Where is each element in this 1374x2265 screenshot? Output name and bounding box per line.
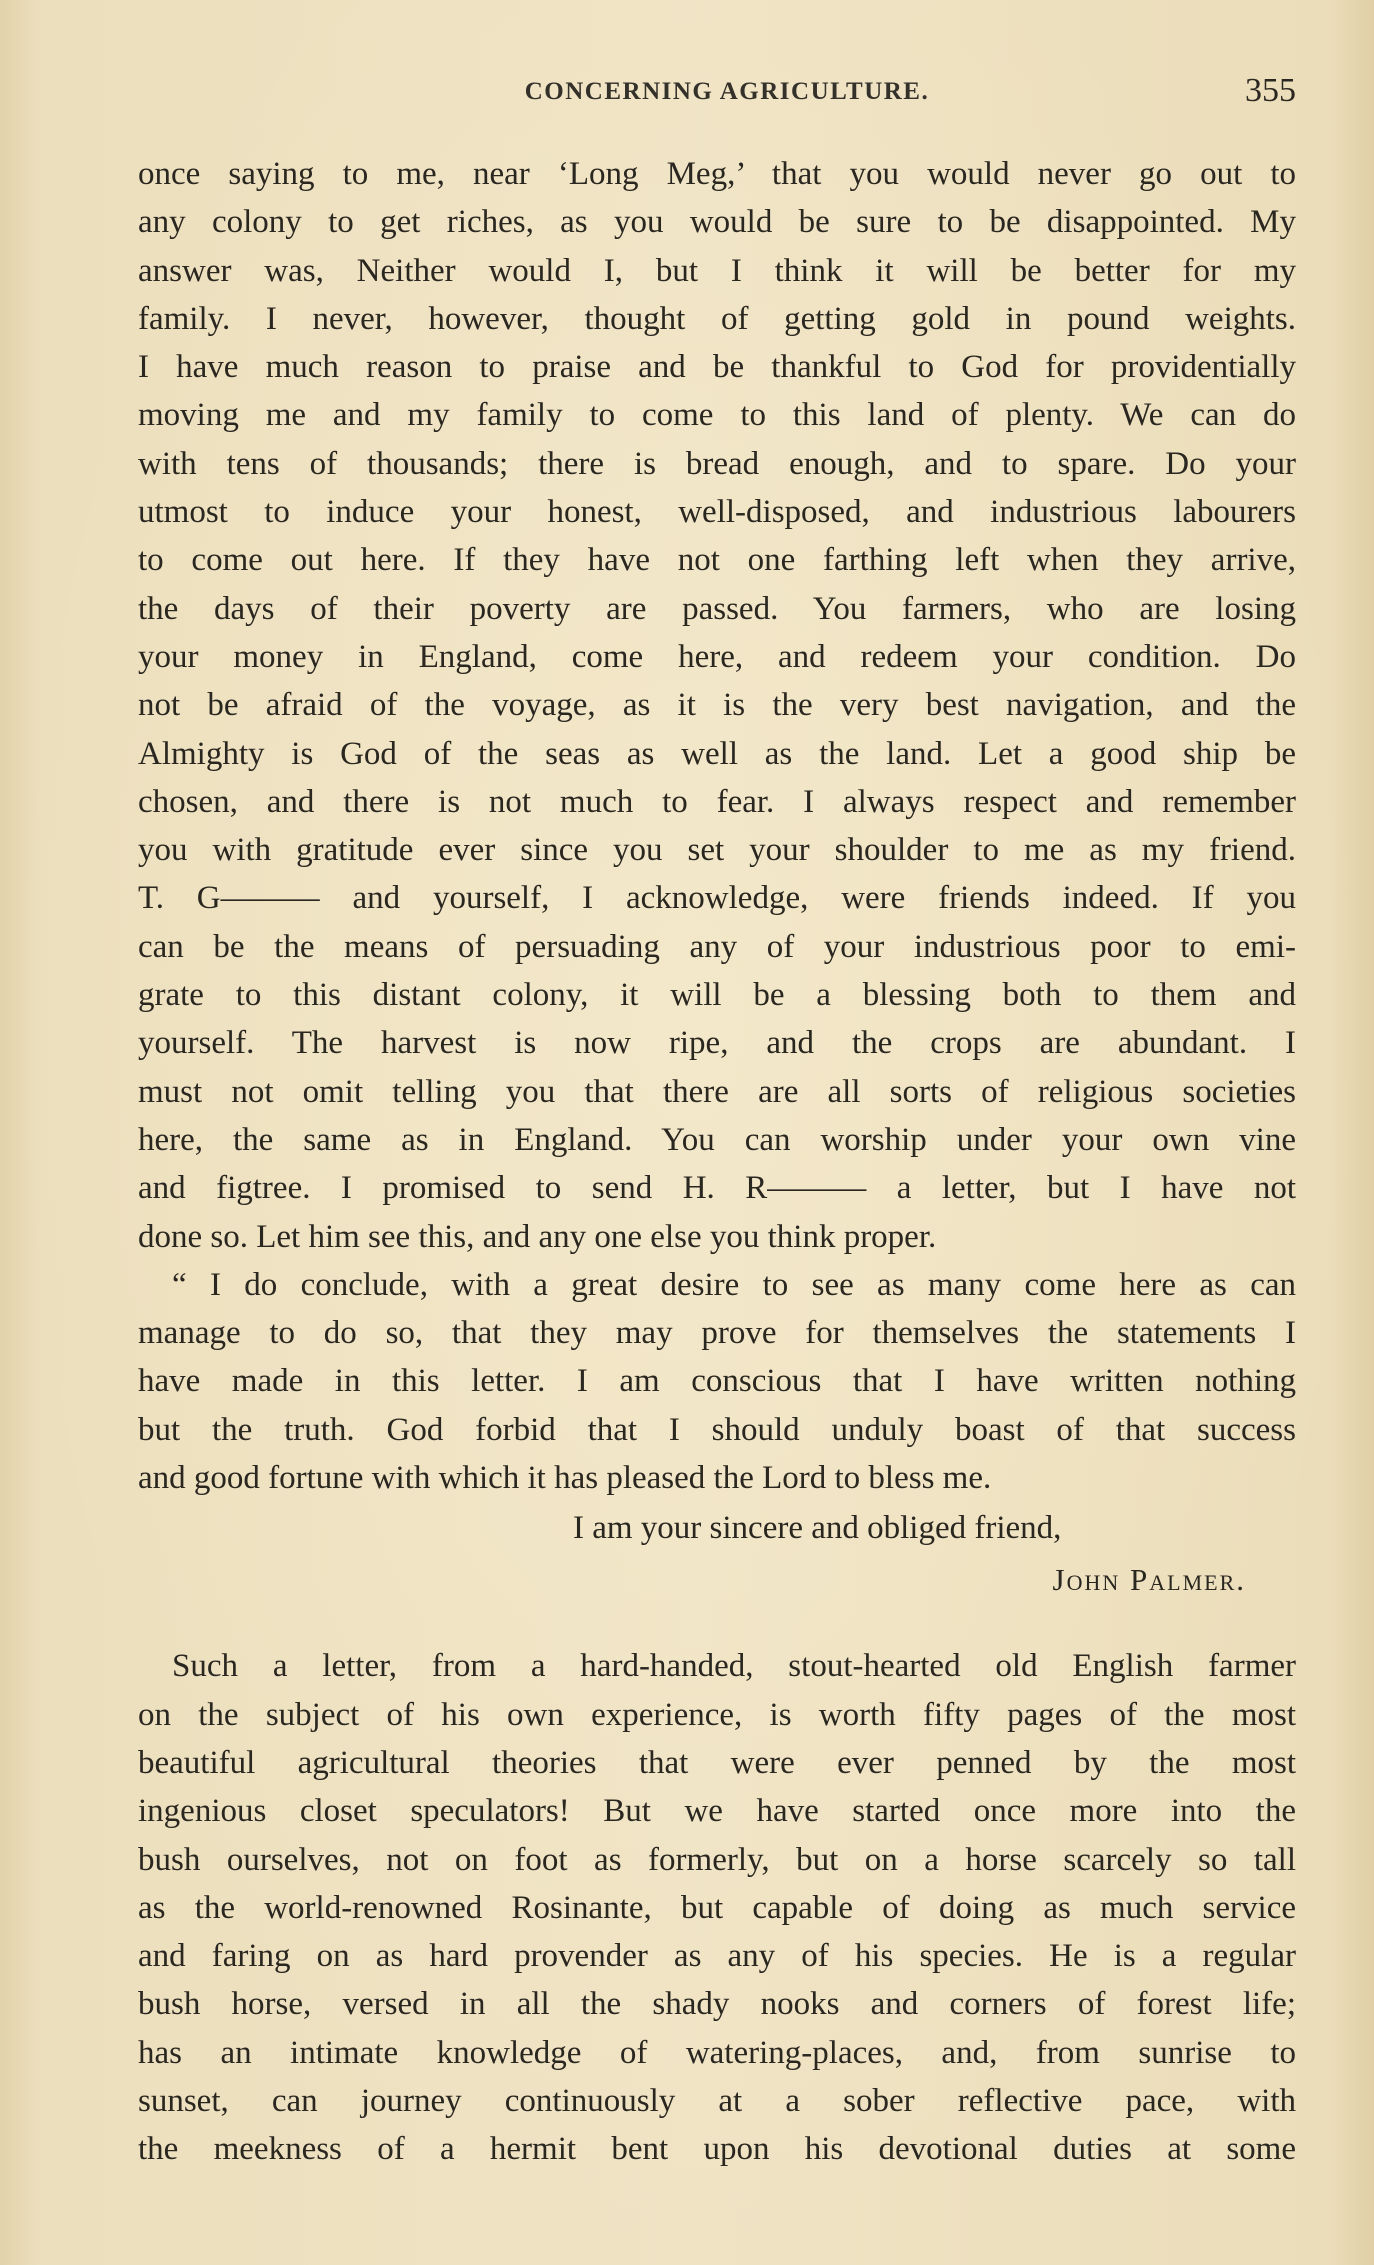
text-line: has an intimate knowledge of watering-places, and, from sunrise to: [138, 2034, 1296, 2071]
text-line: beautiful agricultural theories that were ever penned by the most: [138, 1744, 1296, 1781]
text-line: bush ourselves, not on foot as formerly, but on a horse scarcely so tall: [138, 1841, 1296, 1878]
text-line: manage to do so, that they may prove for themselves the statements I: [138, 1315, 1296, 1352]
letter-signature: John Palmer.: [1052, 1562, 1246, 1598]
text-line: ingenious closet speculators! But we have started once more into the: [138, 1793, 1296, 1830]
text-line: and faring on as hard provender as any of his species. He is a regular: [138, 1938, 1296, 1975]
text-line: as the world-renowned Rosinante, but capable of doing as much service: [138, 1889, 1296, 1926]
running-title: CONCERNING AGRICULTURE.: [524, 78, 930, 105]
text-line: once saying to me, near ‘Long Meg,’ that you would never go out to: [138, 156, 1296, 192]
narrative-paragraph: [138, 1642, 1296, 2173]
text-line: done so. Let him see this, and any one else you think proper.: [138, 1218, 937, 1255]
text-line: Such a letter, from a hard-handed, stout-hearted old English farmer: [172, 1648, 1296, 1685]
text-line: Almighty is God of the seas as well as the land. Let a good ship be: [138, 735, 1296, 772]
text-line: you with gratitude ever since you set your shoulder to me as my friend.: [138, 832, 1296, 869]
text-line: grate to this distant colony, it will be a blessing both to them and: [138, 977, 1296, 1014]
text-line: your money in England, come here, and redeem your condition. Do: [138, 638, 1296, 675]
text-line: T. G——— and yourself, I acknowledge, were friends indeed. If you: [138, 880, 1296, 917]
page-number: 355: [1245, 72, 1296, 109]
text-line: can be the means of persuading any of your industrious poor to emi-: [138, 928, 1296, 965]
text-line: chosen, and there is not much to fear. I always respect and remember: [138, 783, 1296, 820]
text-line: not be afraid of the voyage, as it is the very best navigation, and the: [138, 687, 1296, 724]
text-line: I have much reason to praise and be thankful to God for providentially: [138, 349, 1296, 386]
text-line: but the truth. God forbid that I should unduly boast of that success: [138, 1411, 1296, 1448]
letter-closing: I am your sincere and obliged friend,: [573, 1510, 1062, 1547]
text-line: here, the same as in England. You can worship under your own vine: [138, 1121, 1296, 1158]
text-line: the meekness of a hermit bent upon his devotional duties at some: [138, 2131, 1296, 2168]
running-head: [138, 72, 1296, 118]
letter-paragraph: [138, 150, 1296, 1261]
text-line: with tens of thousands; there is bread enough, and to spare. Do your: [138, 445, 1296, 482]
text-line: utmost to induce your honest, well-disposed, and industrious labourers: [138, 494, 1296, 531]
text-line: the days of their poverty are passed. You farmers, who are losing: [138, 590, 1296, 627]
text-line: yourself. The harvest is now ripe, and the crops are abundant. I: [138, 1025, 1296, 1062]
body-text: [138, 150, 1296, 2174]
text-line: family. I never, however, thought of getting gold in pound weights.: [138, 300, 1296, 337]
paragraph-gap: [138, 1606, 1296, 1642]
text-line: on the subject of his own experience, is worth fifty pages of the most: [138, 1696, 1296, 1733]
text-line: and good fortune with which it has pleased the Lord to bless me.: [138, 1460, 992, 1497]
text-line: “ I do conclude, with a great desire to see as many come here as can: [172, 1266, 1296, 1303]
text-line: must not omit telling you that there are all sorts of religious societies: [138, 1073, 1296, 1110]
text-line: moving me and my family to come to this land of plenty. We can do: [138, 397, 1296, 434]
letter-conclusion-paragraph: [138, 1261, 1296, 1502]
text-line: to come out here. If they have not one farthing left when they arrive,: [138, 542, 1296, 579]
text-line: bush horse, versed in all the shady nooks and corners of forest life;: [138, 1986, 1296, 2023]
text-line: have made in this letter. I am conscious that I have written nothing: [138, 1363, 1296, 1400]
text-line: any colony to get riches, as you would be sure to be disappointed. My: [138, 204, 1296, 241]
text-line: and figtree. I promised to send H. R——— a letter, but I have not: [138, 1170, 1296, 1207]
text-line: sunset, can journey continuously at a sober reflective pace, with: [138, 2082, 1296, 2119]
text-line: answer was, Neither would I, but I think it will be better for my: [138, 252, 1296, 289]
